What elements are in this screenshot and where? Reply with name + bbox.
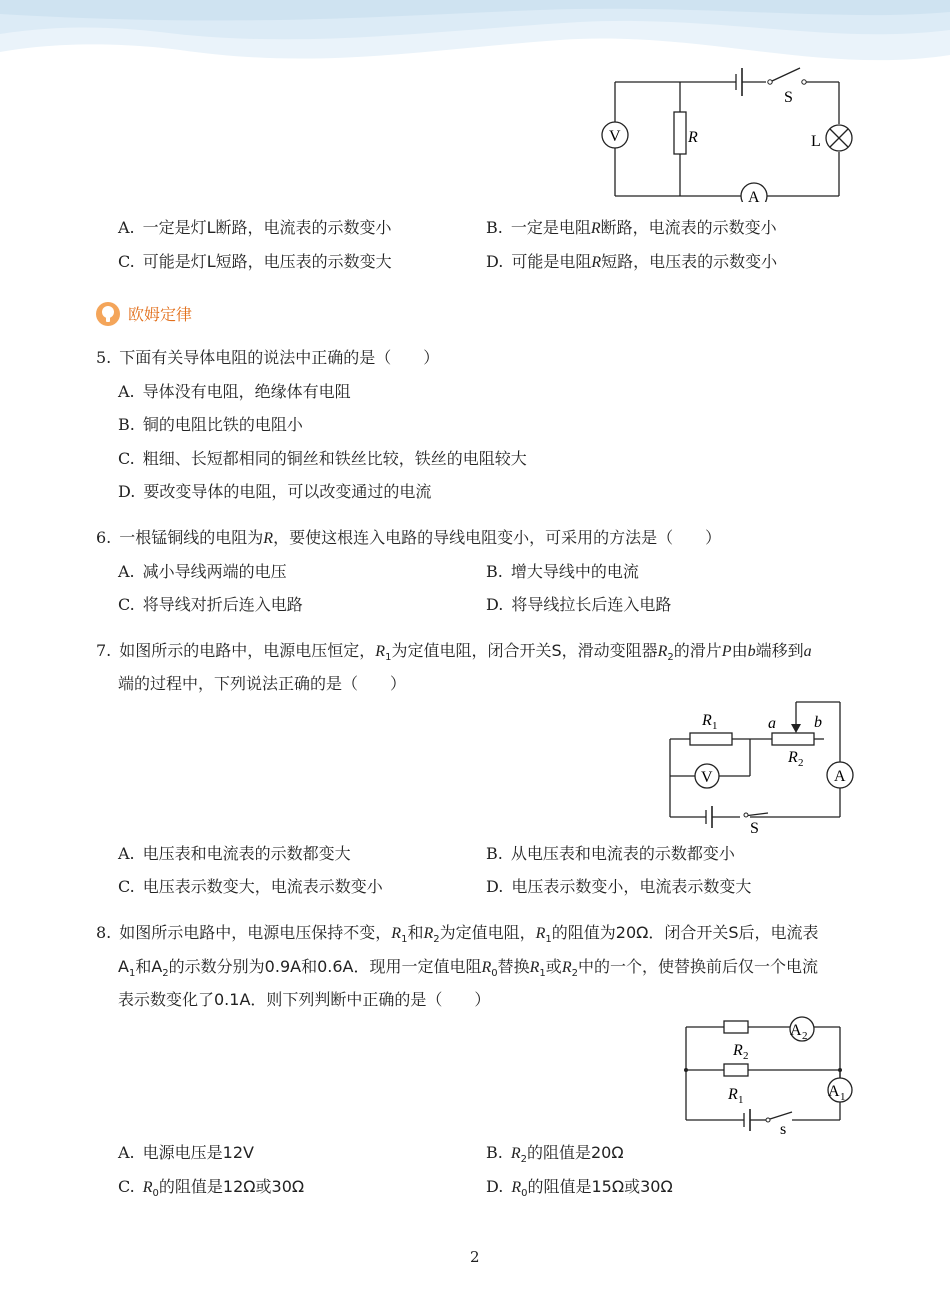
q7-option-d[interactable] [486, 876, 751, 898]
option-text: 电压表示数变大，电流表示数变小 [142, 877, 383, 896]
q5-option-d[interactable] [118, 481, 431, 503]
q4-option-a[interactable] [118, 217, 392, 239]
r2-label: R [733, 1042, 743, 1059]
q4-option-d[interactable] [486, 251, 777, 274]
circuit-diagram-q4 [596, 62, 858, 202]
option-letter: B. [486, 1143, 503, 1162]
question-text: 一根锰铜线的电阻为 [119, 528, 264, 547]
option-text: 铜的电阻比铁的电阻小 [142, 415, 303, 434]
q5-stem [96, 347, 439, 369]
r1-label: R [702, 712, 712, 729]
question-number: 6. [96, 528, 112, 547]
ammeter-label: A [748, 189, 760, 202]
circuit-diagram-q7 [660, 696, 856, 838]
question-number: 8. [96, 923, 112, 942]
question-number: 7. [96, 641, 112, 660]
var-p: P [721, 643, 732, 660]
subscript: 0 [152, 1188, 159, 1200]
q4-option-c[interactable] [118, 251, 392, 273]
var-a: a [803, 643, 812, 660]
var-r1: R [529, 959, 540, 976]
option-letter: C. [118, 1177, 135, 1196]
r1-label: R [728, 1086, 738, 1103]
section-title: 欧姆定律 [128, 305, 193, 324]
var-b: b [747, 643, 756, 660]
var-r1: R [535, 925, 546, 942]
q6-stem [96, 527, 721, 550]
voltmeter-label: V [701, 769, 713, 786]
subscript: 1 [401, 934, 408, 946]
q7-option-c[interactable] [118, 876, 383, 898]
option-text: 电压表和电流表的示数都变大 [142, 844, 351, 863]
question-text: 端移到 [755, 641, 804, 660]
var-r1: R [391, 925, 402, 942]
option-text: 的阻值是12Ω或30Ω [158, 1177, 305, 1196]
q6-option-d[interactable] [486, 594, 671, 616]
circuit-diagram-q8 [676, 1014, 860, 1140]
switch-label: s [780, 1121, 787, 1138]
ammeter-a1-sub: 1 [840, 1091, 846, 1103]
var-r2: R [561, 959, 572, 976]
r2-label: R [788, 749, 798, 766]
r2-sub: 2 [743, 1050, 749, 1062]
q4-option-b[interactable] [486, 217, 777, 240]
var-r0: R [481, 959, 492, 976]
question-text: 的示数分别为0.9A和0.6A．现用一定值电阻 [168, 957, 482, 976]
r1-sub: 1 [738, 1094, 744, 1106]
q7-stem-line1 [96, 640, 812, 669]
var-r: R [263, 530, 274, 547]
voltmeter-label: V [609, 128, 621, 145]
ammeter-a2-label: A [790, 1022, 802, 1039]
option-text: 的阻值是15Ω或30Ω [527, 1177, 673, 1196]
option-text: 将导线拉长后连入电路 [511, 595, 672, 614]
q8-option-b[interactable] [486, 1142, 624, 1171]
question-text: 的阻值为20Ω．闭合开关S后，电流表 [551, 923, 819, 942]
option-letter: A. [118, 218, 135, 237]
q5-option-b[interactable] [118, 414, 303, 436]
option-text: 粗细、长短都相同的铜丝和铁丝比较，铁丝的电阻较大 [142, 449, 527, 468]
question-number: 5. [96, 348, 112, 367]
switch-label: S [750, 820, 759, 837]
ammeter-a1: A [118, 957, 129, 976]
option-letter: D. [486, 252, 504, 271]
subscript: 1 [385, 652, 392, 664]
b-label: b [814, 714, 822, 731]
var-r1: R [375, 643, 386, 660]
option-text: 减小导线两端的电压 [142, 562, 287, 581]
option-text: 从电压表和电流表的示数都变小 [510, 844, 735, 863]
option-text: 短路，电压表的示数变小 [601, 252, 778, 271]
option-text: 增大导线中的电流 [510, 562, 639, 581]
question-text: 和 [135, 957, 152, 976]
ammeter-a2: A [151, 957, 163, 976]
question-text: 为定值电阻，闭合开关S，滑动变阻器 [391, 641, 658, 660]
q8-stem-line3: 表示数变化了0.1A．则下列判断中正确的是（ ） [118, 990, 491, 1009]
ammeter-a2-sub: 2 [802, 1030, 808, 1042]
subscript: 1 [128, 968, 136, 980]
bulb-icon [96, 302, 120, 326]
q6-option-c[interactable] [118, 594, 303, 616]
option-text: 的阻值是20Ω [527, 1143, 624, 1162]
option-letter: C. [118, 595, 135, 614]
var-r: R [591, 254, 602, 271]
option-text: 一定是灯L断路，电流表的示数变小 [142, 218, 392, 237]
q8-stem-line1 [96, 922, 819, 951]
subscript: 2 [433, 934, 440, 946]
q7-stem-line2: 端的过程中，下列说法正确的是（ ） [118, 674, 407, 693]
q6-option-b[interactable] [486, 561, 639, 583]
option-letter: D. [118, 482, 136, 501]
subscript: 1 [539, 968, 546, 980]
option-letter: C. [118, 252, 135, 271]
resistor-label: R [688, 129, 698, 146]
var-r: R [142, 1179, 153, 1196]
option-letter: D. [486, 595, 504, 614]
option-letter: A. [118, 844, 135, 863]
var-r2: R [657, 643, 668, 660]
option-letter: B. [486, 562, 503, 581]
option-text: 导体没有电阻，绝缘体有电阻 [142, 382, 351, 401]
question-text: 如图所示的电路中，电源电压恒定， [119, 641, 376, 660]
option-text: 可能是电阻 [511, 252, 592, 271]
var-r: R [590, 220, 601, 237]
option-letter: B. [486, 218, 503, 237]
q5-option-a[interactable] [118, 381, 351, 403]
q7-option-b[interactable] [486, 843, 735, 865]
q8-option-d[interactable] [486, 1176, 673, 1205]
option-letter: A. [118, 562, 135, 581]
option-text: 电压表示数变小，电流表示数变大 [511, 877, 752, 896]
question-text: 如图所示电路中，电源电压保持不变， [119, 923, 392, 942]
option-text: 将导线对折后连入电路 [142, 595, 303, 614]
r1-sub: 1 [712, 720, 718, 732]
option-letter: A. [118, 382, 135, 401]
question-text: 由 [731, 641, 748, 660]
question-text: 下面有关导体电阻的说法中正确的是（ ） [119, 348, 440, 367]
q6-option-a[interactable] [118, 561, 287, 583]
q8-stem-line2 [118, 956, 818, 985]
option-letter: C. [118, 877, 135, 896]
question-text: 中的一个，使替换前后仅一个电流 [577, 957, 818, 976]
option-letter: C. [118, 449, 135, 468]
page-number: 2 [470, 1248, 480, 1266]
subscript: 2 [162, 968, 169, 980]
q7-option-a[interactable] [118, 843, 351, 865]
option-text: 电源电压是12V [142, 1143, 254, 1162]
a-label: a [768, 715, 776, 732]
subscript: 2 [571, 968, 578, 980]
q8-option-c[interactable] [118, 1176, 304, 1205]
var-r: R [510, 1145, 521, 1162]
question-text: 为定值电阻， [439, 923, 536, 942]
question-text: 的滑片 [673, 641, 722, 660]
option-text: 一定是电阻 [510, 218, 591, 237]
ammeter-label: A [834, 768, 846, 785]
subscript: 0 [521, 1188, 528, 1200]
option-letter: D. [486, 877, 504, 896]
question-text: ，要使这根连入电路的导线电阻变小，可采用的方法是（ ） [273, 528, 722, 547]
lamp-label: L [811, 133, 821, 150]
option-text: 要改变导体的电阻，可以改变通过的电流 [143, 482, 432, 501]
var-r: R [511, 1179, 522, 1196]
r2-sub: 2 [798, 757, 804, 769]
option-letter: A. [118, 1143, 135, 1162]
q5-option-c[interactable] [118, 448, 527, 470]
subscript: 1 [545, 934, 552, 946]
option-letter: B. [118, 415, 135, 434]
q8-option-a[interactable] [118, 1142, 254, 1164]
ammeter-a1-label: A [828, 1083, 840, 1100]
option-text: 可能是灯L短路，电压表的示数变大 [142, 252, 392, 271]
switch-label: S [784, 89, 793, 106]
question-text: 替换 [497, 957, 530, 976]
question-text: 和 [407, 923, 424, 942]
subscript: 2 [667, 652, 674, 664]
subscript: 2 [520, 1154, 527, 1166]
option-letter: B. [486, 844, 503, 863]
option-letter: D. [486, 1177, 504, 1196]
var-r2: R [423, 925, 434, 942]
subscript: 0 [491, 968, 498, 980]
question-text: 或 [545, 957, 562, 976]
option-text: 断路，电流表的示数变小 [600, 218, 777, 237]
